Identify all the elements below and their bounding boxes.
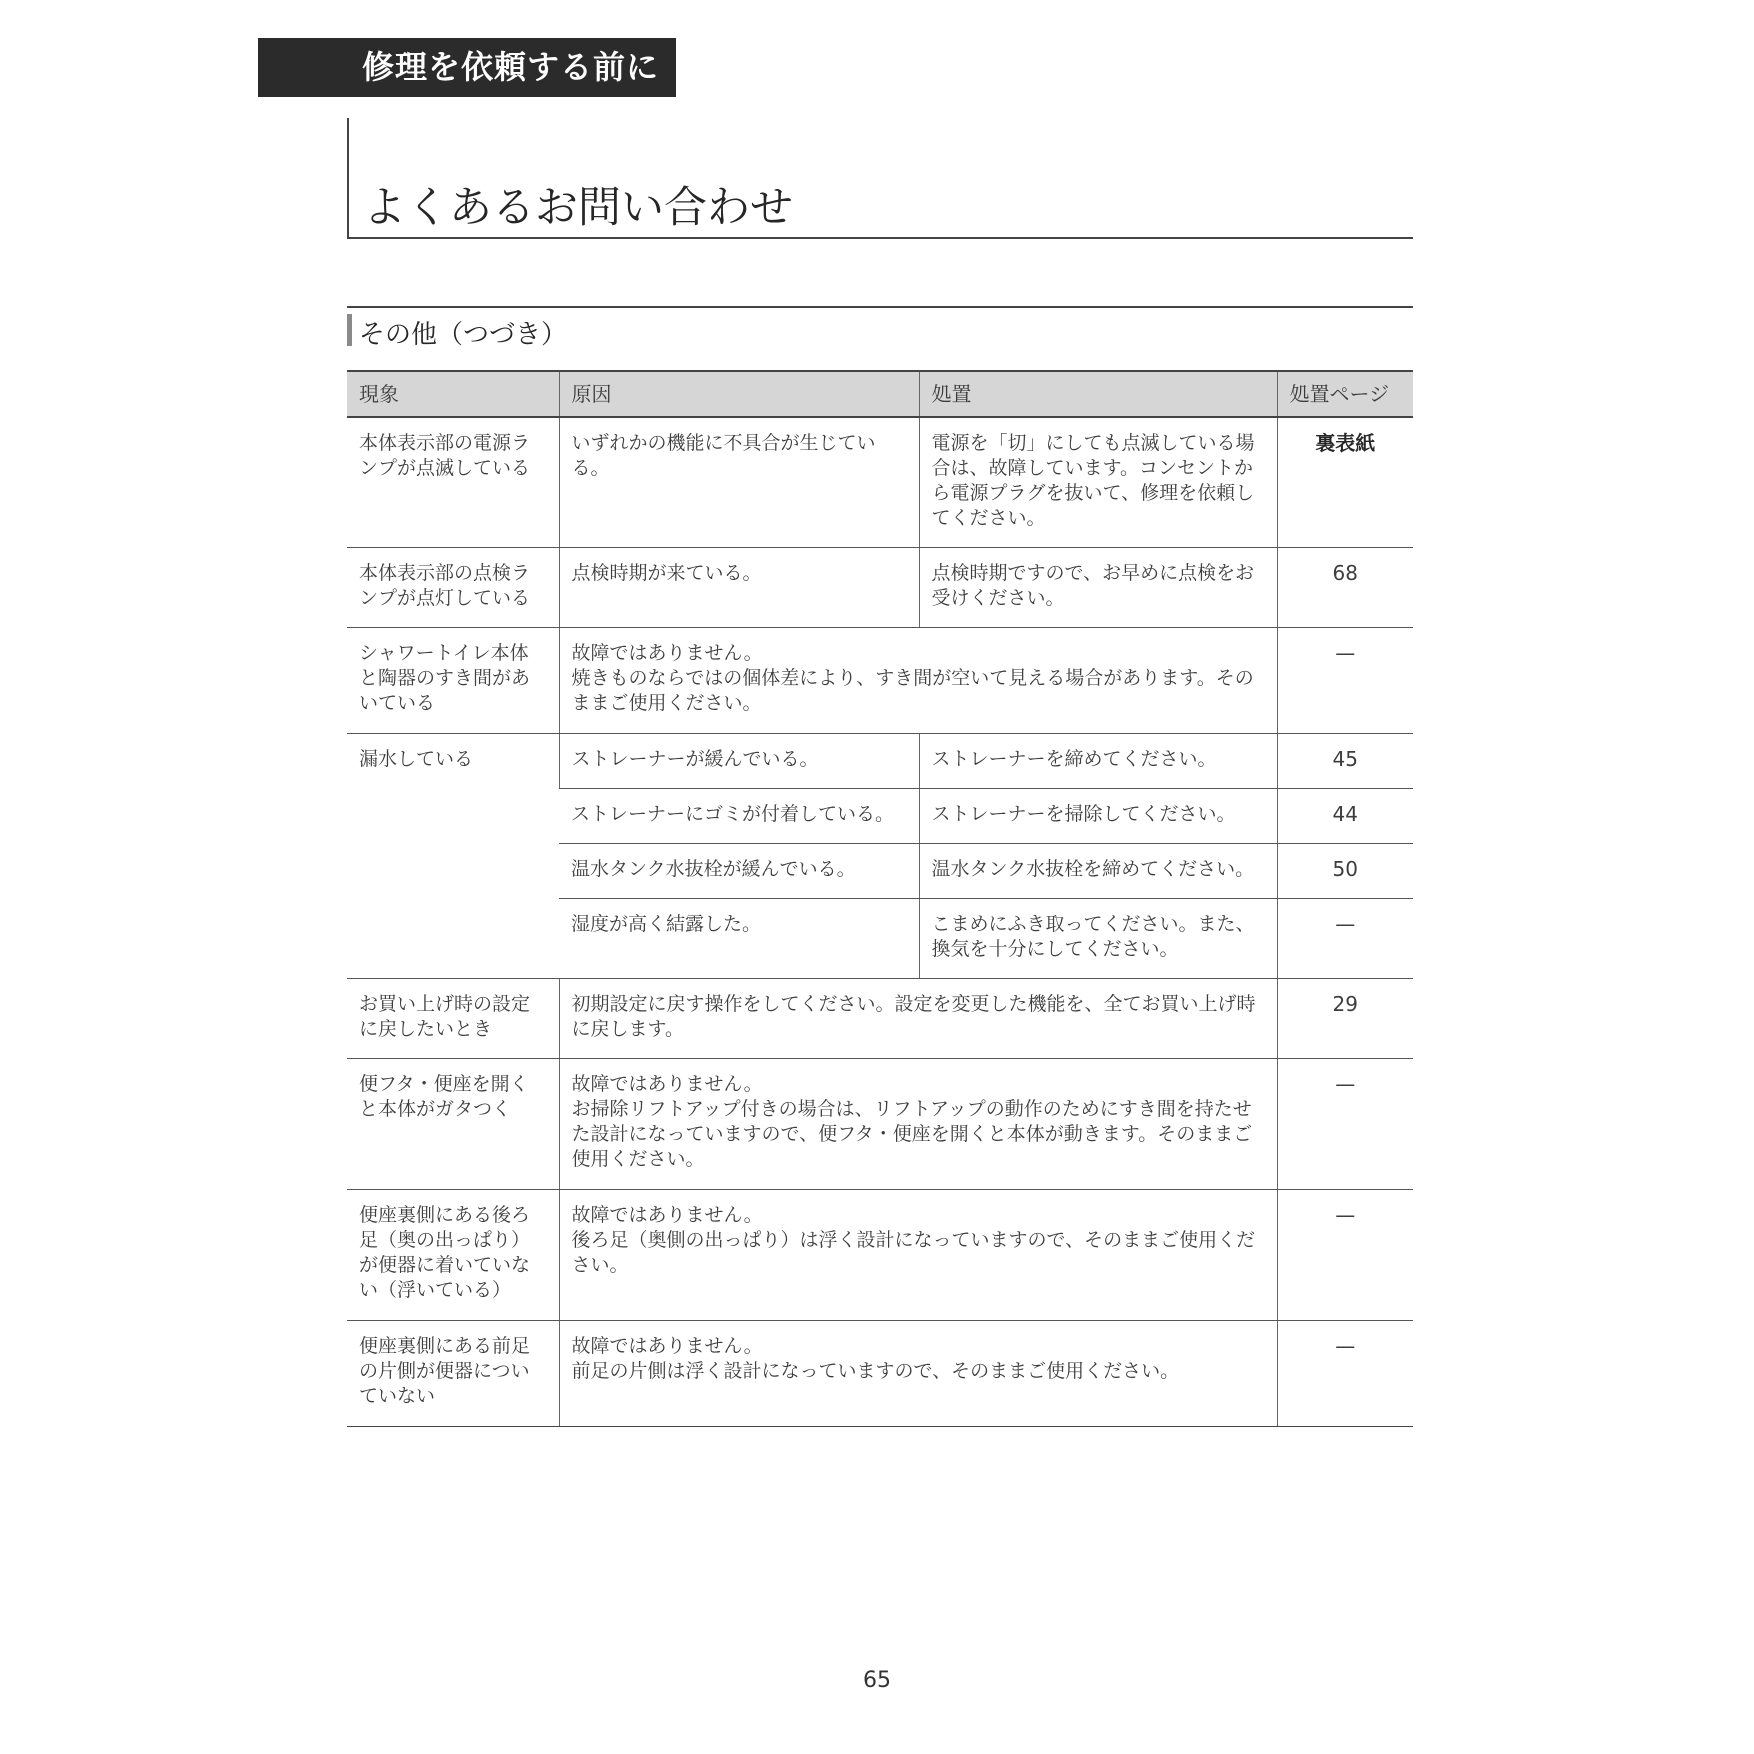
phenomenon-cell: 本体表示部の点検ランプが点灯している	[347, 547, 559, 627]
page-ref-cell: 44	[1277, 788, 1413, 843]
cause-remedy-line: 初期設定に戻す操作をしてください。設定を変更した機能を、全てお買い上げ時に戻します。	[571, 992, 1256, 1040]
phenomenon-cell: 便座裏側にある前足の片側が便器についていない	[347, 1320, 559, 1426]
table-header-row	[347, 371, 1413, 417]
cause-remedy-line: 前足の片側は浮く設計になっていますので、そのままご使用ください。	[571, 1359, 1180, 1382]
phenomenon-cell: 便フタ・便座を開くと本体がガタつく	[347, 1058, 559, 1189]
cause-cell: 湿度が高く結露した。	[559, 898, 919, 978]
table-row	[347, 1058, 1413, 1189]
page-ref-cell: —	[1277, 1320, 1413, 1426]
cause-cell: ストレーナーが緩んでいる。	[559, 733, 919, 788]
page-title: よくあるお問い合わせ	[363, 183, 793, 233]
sub-heading	[347, 306, 1413, 350]
page-heading	[347, 118, 1413, 239]
phenomenon-cell: お買い上げ時の設定に戻したいとき	[347, 978, 559, 1058]
cause-remedy-line: 故障ではありません。	[571, 1072, 763, 1095]
sub-heading-bar	[347, 314, 352, 346]
cause-remedy-cell	[559, 1320, 1277, 1426]
page-ref-cell: 50	[1277, 843, 1413, 898]
table-row	[347, 547, 1413, 627]
phenomenon-cell: 便座裏側にある後ろ足（奥の出っぱり）が便器に着いていない（浮いている）	[347, 1189, 559, 1320]
cause-cell: 点検時期が来ている。	[559, 547, 919, 627]
cause-remedy-line: 故障ではありません。	[571, 1203, 763, 1226]
cause-cell: いずれかの機能に不具合が生じている。	[559, 417, 919, 547]
table-row	[347, 1189, 1413, 1320]
phenomenon-cell: 本体表示部の電源ランプが点滅している	[347, 417, 559, 547]
remedy-cell: ストレーナーを締めてください。	[919, 733, 1277, 788]
page-ref-cell: —	[1277, 898, 1413, 978]
cause-remedy-cell	[559, 978, 1277, 1058]
page-ref-cell: 68	[1277, 547, 1413, 627]
table-row	[347, 627, 1413, 733]
cause-remedy-cell	[559, 1189, 1277, 1320]
section-tab: 修理を依頼する前に	[258, 38, 676, 97]
page-ref-cell: 裏表紙	[1277, 417, 1413, 547]
cause-remedy-line: 焼きものならではの個体差により、すき間が空いて見える場合があります。そのままご使用ください。	[571, 666, 1254, 714]
cause-remedy-cell	[559, 627, 1277, 733]
header-remedy: 処置	[919, 371, 1277, 417]
cause-cell: ストレーナーにゴミが付着している。	[559, 788, 919, 843]
table-row	[347, 1320, 1413, 1426]
remedy-cell: 温水タンク水抜栓を締めてください。	[919, 843, 1277, 898]
cause-remedy-line: 後ろ足（奥側の出っぱり）は浮く設計になっていますので、そのままご使用ください。	[571, 1228, 1256, 1276]
page-number: 65	[863, 1668, 891, 1693]
remedy-cell: 電源を「切」にしても点滅している場合は、故障しています。コンセントから電源プラグを抜いて、修理を依頼してください。	[919, 417, 1277, 547]
remedy-cell: こまめにふき取ってください。また、換気を十分にしてください。	[919, 898, 1277, 978]
phenomenon-cell: 漏水している	[347, 733, 559, 978]
page-ref-cell: 29	[1277, 978, 1413, 1058]
phenomenon-cell: シャワートイレ本体と陶器のすき間があいている	[347, 627, 559, 733]
cause-remedy-line: 故障ではありません。	[571, 1334, 763, 1357]
table-row	[347, 978, 1413, 1058]
faq-table	[347, 370, 1413, 1427]
page-ref-cell: —	[1277, 1058, 1413, 1189]
sub-title: その他（つづき）	[359, 320, 568, 350]
cause-remedy-line: 故障ではありません。	[571, 641, 763, 664]
cause-remedy-cell	[559, 1058, 1277, 1189]
header-page: 処置ページ	[1277, 371, 1413, 417]
remedy-cell: ストレーナーを掃除してください。	[919, 788, 1277, 843]
table-row	[347, 417, 1413, 547]
table-row	[347, 733, 1413, 788]
header-phenomenon: 現象	[347, 371, 559, 417]
header-cause: 原因	[559, 371, 919, 417]
page-ref-cell: —	[1277, 627, 1413, 733]
cause-remedy-line: お掃除リフトアップ付きの場合は、リフトアップの動作のためにすき間を持たせた設計になっていますので、便フタ・便座を開くと本体が動きます。そのままご使用ください。	[571, 1097, 1253, 1170]
page-ref-cell: 45	[1277, 733, 1413, 788]
cause-cell: 温水タンク水抜栓が緩んでいる。	[559, 843, 919, 898]
remedy-cell: 点検時期ですので、お早めに点検をお受けください。	[919, 547, 1277, 627]
page-ref-cell: —	[1277, 1189, 1413, 1320]
